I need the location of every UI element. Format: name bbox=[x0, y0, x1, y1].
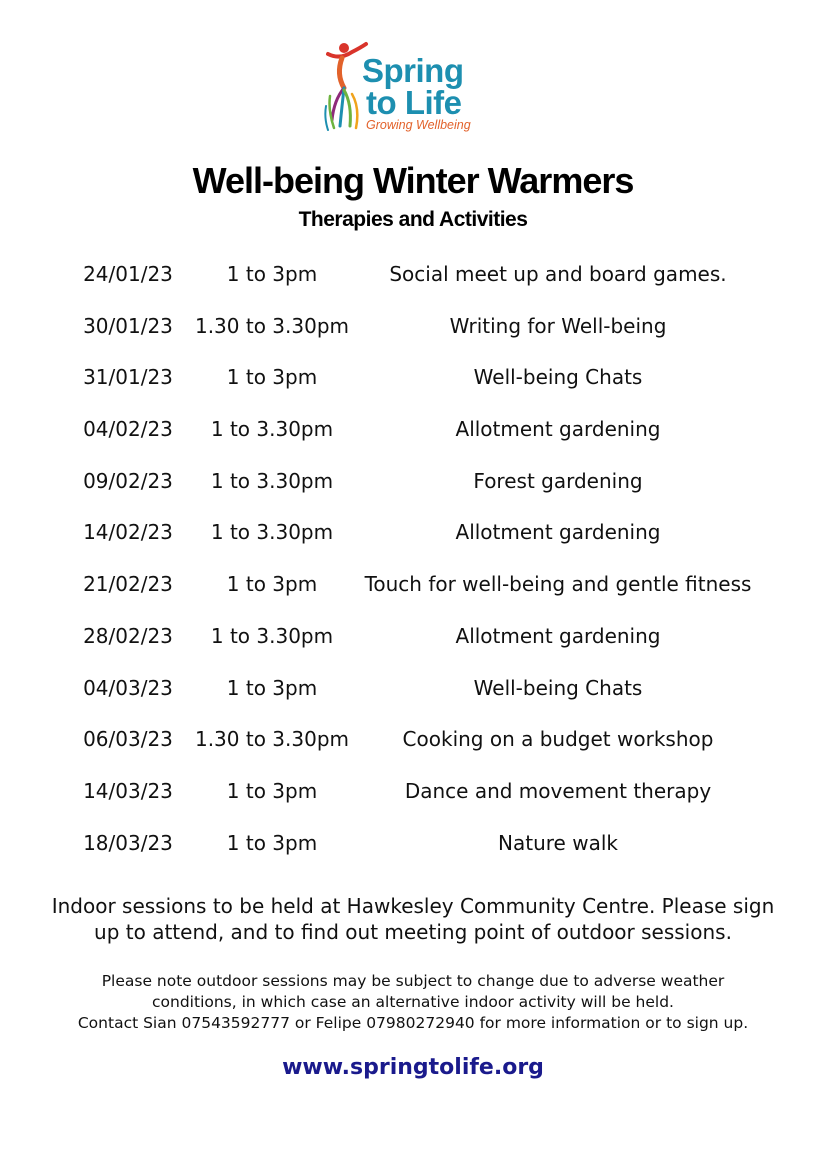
schedule-row bbox=[0, 300, 826, 352]
session-date: 31/01/23 bbox=[83, 365, 173, 390]
session-time: 1 to 3.30pm bbox=[210, 417, 334, 442]
session-activity: Touch for well-being and gentle fitness bbox=[364, 572, 752, 597]
session-time: 1 to 3.30pm bbox=[210, 623, 334, 648]
session-date: 18/03/23 bbox=[83, 830, 173, 855]
session-activity: Cooking on a budget workshop bbox=[402, 727, 714, 752]
note-line: Contact Sian 07543592777 or Felipe 07980272940 for more information or to sign up. bbox=[77, 1014, 749, 1032]
session-time: 1 to 3.30pm bbox=[210, 520, 334, 545]
session-date: 04/03/23 bbox=[83, 675, 173, 700]
schedule-table bbox=[0, 248, 826, 868]
session-activity: Dance and movement therapy bbox=[404, 778, 712, 803]
session-activity: Forest gardening bbox=[473, 468, 643, 493]
session-activity: Well-being Chats bbox=[473, 365, 643, 390]
note-line: Please note outdoor sessions may be subject to change due to adverse weather bbox=[101, 972, 725, 990]
page-subtitle: Therapies and Activities bbox=[298, 208, 528, 231]
logo-wordmark-line2: to Life bbox=[366, 84, 462, 121]
session-date: 28/02/23 bbox=[83, 623, 173, 648]
website-link[interactable]: www.springtolife.org bbox=[282, 1055, 544, 1080]
logo-wordmark-line1: Spring bbox=[362, 52, 464, 89]
session-activity: Allotment gardening bbox=[455, 520, 661, 545]
session-date: 21/02/23 bbox=[83, 572, 173, 597]
session-date: 14/03/23 bbox=[83, 778, 173, 803]
session-date: 06/03/23 bbox=[83, 727, 173, 752]
session-time: 1 to 3pm bbox=[226, 365, 318, 390]
note-line: conditions, in which case an alternative indoor activity will be held. bbox=[152, 993, 674, 1011]
session-time: 1.30 to 3.30pm bbox=[194, 727, 350, 752]
page-title: Well-being Winter Warmers bbox=[192, 160, 634, 201]
logo-tagline: Growing Wellbeing bbox=[366, 118, 471, 132]
session-time: 1 to 3pm bbox=[226, 262, 318, 286]
session-activity: Social meet up and board games. bbox=[389, 262, 727, 286]
schedule-row bbox=[0, 351, 826, 403]
session-time: 1 to 3.30pm bbox=[210, 468, 334, 493]
session-time: 1 to 3pm bbox=[226, 778, 318, 803]
schedule-row bbox=[0, 713, 826, 765]
schedule-row bbox=[0, 662, 826, 714]
session-date: 04/02/23 bbox=[83, 417, 173, 442]
schedule-row bbox=[0, 506, 826, 558]
session-time: 1 to 3pm bbox=[226, 830, 318, 855]
schedule-row bbox=[0, 558, 826, 610]
schedule-row bbox=[0, 817, 826, 869]
schedule-row bbox=[0, 455, 826, 507]
spring-to-life-logo bbox=[322, 40, 487, 135]
session-activity: Allotment gardening bbox=[455, 623, 661, 648]
schedule-row bbox=[0, 248, 826, 300]
venue-info: Indoor sessions to be held at Hawkesley Community Centre. Please sign up to attend, and to find out meeting point of outdoor sessions. bbox=[51, 894, 775, 944]
session-activity: Writing for Well-being bbox=[449, 313, 667, 338]
session-activity: Nature walk bbox=[498, 830, 618, 855]
session-time: 1 to 3pm bbox=[226, 675, 318, 700]
session-time: 1.30 to 3.30pm bbox=[194, 313, 350, 338]
session-date: 09/02/23 bbox=[83, 468, 173, 493]
session-date: 14/02/23 bbox=[83, 520, 173, 545]
session-activity: Allotment gardening bbox=[455, 417, 661, 442]
session-time: 1 to 3pm bbox=[226, 572, 318, 597]
schedule-row bbox=[0, 765, 826, 817]
session-date: 30/01/23 bbox=[83, 313, 173, 338]
session-date: 24/01/23 bbox=[83, 262, 173, 286]
schedule-row bbox=[0, 610, 826, 662]
session-activity: Well-being Chats bbox=[473, 675, 643, 700]
schedule-row bbox=[0, 403, 826, 455]
contact-note bbox=[30, 971, 796, 1034]
